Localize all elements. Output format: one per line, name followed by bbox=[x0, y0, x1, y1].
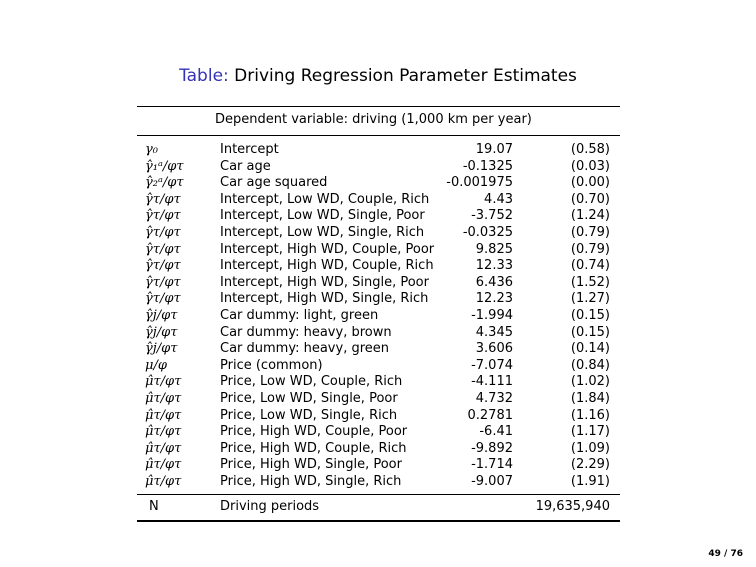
row-symbol: γ̂τ/φτ bbox=[145, 208, 181, 224]
caption-label: Table: bbox=[179, 66, 229, 86]
row-symbol: μ̂τ/φτ bbox=[145, 424, 182, 440]
table-row bbox=[137, 275, 620, 292]
row-symbol: γ̂j/φτ bbox=[145, 341, 178, 357]
row-estimate: 9.825 bbox=[475, 241, 513, 257]
row-description: Intercept, High WD, Single, Poor bbox=[220, 274, 429, 290]
table-row bbox=[137, 457, 620, 474]
table-row bbox=[137, 175, 620, 192]
row-estimate: 3.606 bbox=[475, 341, 513, 357]
row-description: Price, High WD, Single, Poor bbox=[220, 457, 402, 473]
table-row bbox=[137, 391, 620, 408]
row-estimate: -9.007 bbox=[471, 474, 513, 489]
row-symbol: γ̂τ/φτ bbox=[145, 241, 181, 257]
row-symbol: μ̂τ/φτ bbox=[145, 440, 182, 456]
row-symbol: μ̂τ/φτ bbox=[145, 474, 182, 489]
row-symbol: γ₀ bbox=[145, 142, 158, 157]
row-description: Price, Low WD, Single, Poor bbox=[220, 391, 398, 406]
row-estimate: -7.074 bbox=[471, 357, 513, 373]
row-standard-error: (0.74) bbox=[570, 258, 610, 274]
row-standard-error: (0.00) bbox=[570, 175, 610, 191]
table-row bbox=[137, 291, 620, 308]
row-description: Intercept, High WD, Single, Rich bbox=[220, 291, 429, 307]
row-symbol: γ̂τ/φτ bbox=[145, 225, 181, 240]
row-standard-error: (0.84) bbox=[570, 357, 610, 373]
row-description: Intercept, Low WD, Single, Poor bbox=[220, 208, 425, 224]
row-estimate: -4.111 bbox=[471, 374, 513, 390]
row-estimate: 19.07 bbox=[475, 142, 513, 157]
row-symbol: γ̂τ/φτ bbox=[145, 258, 181, 274]
n-value: 19,635,940 bbox=[535, 499, 610, 514]
dependent-variable-header: Dependent variable: driving (1,000 km per year) bbox=[215, 112, 532, 127]
table-row bbox=[137, 208, 620, 225]
table-row bbox=[137, 242, 620, 259]
row-description: Price, High WD, Couple, Poor bbox=[220, 424, 408, 440]
row-symbol: γ̂τ/φτ bbox=[145, 191, 181, 207]
header-rule bbox=[137, 135, 620, 136]
table-row bbox=[137, 358, 620, 375]
row-standard-error: (0.79) bbox=[570, 241, 610, 257]
row-description: Intercept, Low WD, Couple, Rich bbox=[220, 191, 430, 207]
row-standard-error: (0.15) bbox=[570, 308, 610, 323]
table-row bbox=[137, 159, 620, 176]
table-row bbox=[137, 441, 620, 458]
row-description: Price, High WD, Single, Rich bbox=[220, 474, 402, 489]
table-row bbox=[137, 408, 620, 425]
row-symbol: γ̂τ/φτ bbox=[145, 291, 181, 307]
row-estimate: 4.43 bbox=[484, 191, 513, 207]
row-estimate: -1.994 bbox=[471, 308, 513, 323]
row-estimate: 6.436 bbox=[475, 274, 513, 290]
row-description: Car age squared bbox=[220, 175, 328, 191]
row-standard-error: (0.70) bbox=[570, 191, 610, 207]
final-rule bbox=[137, 520, 620, 522]
top-rule bbox=[137, 106, 620, 107]
row-symbol: μ̂τ/φτ bbox=[145, 374, 182, 390]
row-symbol: γ̂₂ᵃ/φτ bbox=[145, 175, 184, 191]
row-symbol: μ̂τ/φτ bbox=[145, 457, 182, 473]
table-row bbox=[137, 474, 620, 491]
row-standard-error: (1.09) bbox=[570, 440, 610, 456]
n-symbol: N bbox=[149, 499, 159, 514]
row-estimate: -3.752 bbox=[471, 208, 513, 224]
row-description: Intercept, High WD, Couple, Poor bbox=[220, 241, 435, 257]
row-estimate: 0.2781 bbox=[467, 407, 513, 423]
row-description: Price, Low WD, Couple, Rich bbox=[220, 374, 403, 390]
row-standard-error: (0.14) bbox=[570, 341, 610, 357]
row-description: Car dummy: heavy, brown bbox=[220, 324, 392, 340]
row-standard-error: (1.17) bbox=[570, 424, 610, 440]
row-symbol: γ̂j/φτ bbox=[145, 308, 178, 323]
table-row bbox=[137, 258, 620, 275]
n-description: Driving periods bbox=[220, 499, 320, 514]
row-standard-error: (1.24) bbox=[570, 208, 610, 224]
table-row bbox=[137, 192, 620, 209]
table-row bbox=[137, 308, 620, 325]
table-row bbox=[137, 225, 620, 242]
row-symbol: γ̂τ/φτ bbox=[145, 274, 181, 290]
row-standard-error: (1.27) bbox=[570, 291, 610, 307]
row-symbol: μ̂τ/φτ bbox=[145, 391, 182, 406]
row-estimate: -6.41 bbox=[479, 424, 513, 440]
row-standard-error: (1.02) bbox=[570, 374, 610, 390]
row-symbol: γ̂₁ᵃ/φτ bbox=[145, 158, 184, 174]
table-row bbox=[137, 341, 620, 358]
row-estimate: 12.23 bbox=[475, 291, 513, 307]
row-estimate: 12.33 bbox=[475, 258, 513, 274]
row-standard-error: (1.16) bbox=[570, 407, 610, 423]
table-row bbox=[137, 374, 620, 391]
row-standard-error: (0.15) bbox=[570, 324, 610, 340]
row-estimate: -1.714 bbox=[471, 457, 513, 473]
row-description: Car dummy: heavy, green bbox=[220, 341, 389, 357]
row-standard-error: (1.84) bbox=[570, 391, 610, 406]
row-description: Intercept, High WD, Couple, Rich bbox=[220, 258, 434, 274]
row-estimate: -0.1325 bbox=[462, 158, 513, 174]
row-estimate: 4.732 bbox=[475, 391, 513, 406]
row-description: Car dummy: light, green bbox=[220, 308, 379, 323]
row-estimate: 4.345 bbox=[475, 324, 513, 340]
row-standard-error: (1.91) bbox=[570, 474, 610, 489]
caption-title: Driving Regression Parameter Estimates bbox=[234, 66, 577, 86]
table-caption bbox=[0, 66, 756, 86]
row-description: Intercept bbox=[220, 142, 279, 157]
row-description: Car age bbox=[220, 158, 271, 174]
row-estimate: -9.892 bbox=[471, 440, 513, 456]
row-symbol: μ/φ bbox=[145, 357, 167, 373]
row-standard-error: (0.79) bbox=[570, 225, 610, 240]
table-row bbox=[137, 424, 620, 441]
page-number: 49 / 76 bbox=[708, 549, 743, 559]
row-description: Intercept, Low WD, Single, Rich bbox=[220, 225, 425, 240]
row-description: Price, Low WD, Single, Rich bbox=[220, 407, 398, 423]
row-description: Price (common) bbox=[220, 357, 323, 373]
row-standard-error: (1.52) bbox=[570, 274, 610, 290]
row-standard-error: (0.58) bbox=[570, 142, 610, 157]
table-row bbox=[137, 325, 620, 342]
table-row bbox=[137, 142, 620, 159]
row-estimate: -0.0325 bbox=[462, 225, 513, 240]
row-standard-error: (0.03) bbox=[570, 158, 610, 174]
bottom-rule bbox=[137, 494, 620, 495]
row-estimate: -0.001975 bbox=[446, 175, 513, 191]
row-standard-error: (2.29) bbox=[570, 457, 610, 473]
row-symbol: γ̂j/φτ bbox=[145, 324, 178, 340]
row-description: Price, High WD, Couple, Rich bbox=[220, 440, 407, 456]
row-symbol: μ̂τ/φτ bbox=[145, 407, 182, 423]
